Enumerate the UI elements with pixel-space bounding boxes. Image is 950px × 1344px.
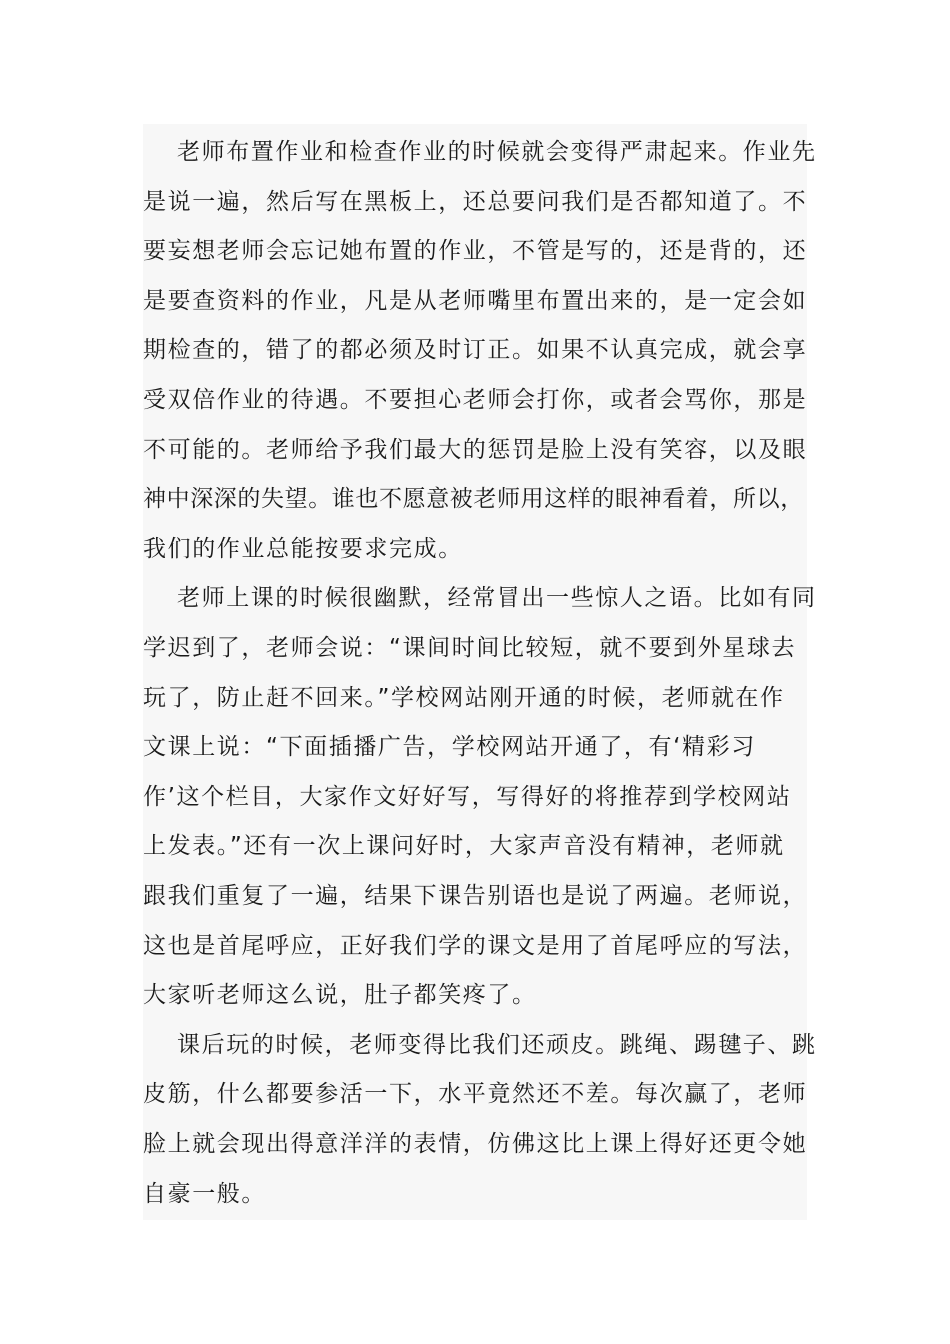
paragraph-1-line-6: 受双倍作业的待遇。不要担心老师会打你，或者会骂你，那是	[143, 387, 808, 413]
paragraph-2-line-9: 大家听老师这么说，肚子都笑疼了。	[143, 982, 537, 1009]
paragraph-2-line-3: 玩了，防止赶不回来。”学校网站刚开通的时候，老师就在作	[143, 684, 785, 711]
paragraph-1-line-8: 神中深深的失望。谁也不愿意被老师用这样的眼神看着，所以，	[143, 486, 804, 513]
paragraph-2-line-6: 上发表。”还有一次上课问好时，大家声音没有精神，老师就	[143, 833, 785, 860]
paragraph-3-line-2: 皮筋，什么都要参活一下，水平竟然还不差。每次赢了，老师	[143, 1081, 808, 1108]
paragraph-1-line-9: 我们的作业总能按要求完成。	[143, 535, 463, 562]
paragraph-2-line-1: 老师上课的时候很幽默，经常冒出一些惊人之语。比如有同	[177, 585, 817, 612]
paragraph-3-line-4: 自豪一般。	[143, 1180, 266, 1207]
paragraph-2-line-2: 学迟到了，老师会说：“课间时间比较短，就不要到外星球去	[143, 635, 797, 661]
paragraph-2-line-5: 作’这个栏目，大家作文好好写，写得好的将推荐到学校网站	[143, 783, 792, 810]
paragraph-1-line-2: 是说一遍，然后写在黑板上，还总要问我们是否都知道了。不	[143, 188, 808, 215]
paragraph-3-line-3: 脸上就会现出得意洋洋的表情，仿佛这比上课上得好还更令她	[143, 1131, 808, 1157]
paragraph-1-line-7: 不可能的。老师给予我们最大的惩罚是脸上没有笑容，以及眼	[143, 436, 808, 463]
paragraph-3-line-1: 课后玩的时候，老师变得比我们还顽皮。跳绳、踢毽子、跳	[177, 1031, 817, 1058]
paragraph-1-line-5: 期检查的，错了的都必须及时订正。如果不认真完成，就会享	[143, 337, 808, 364]
paragraph-1-line-1: 老师布置作业和检查作业的时候就会变得严肃起来。作业先	[177, 139, 817, 165]
paragraph-2-line-4: 文课上说：“下面插播广告，学校网站开通了，有‘精彩习	[143, 734, 756, 761]
text-block	[143, 124, 817, 1220]
paragraph-2-line-8: 这也是首尾呼应，正好我们学的课文是用了首尾呼应的写法，	[143, 932, 808, 959]
paragraph-1-line-3: 要妄想老师会忘记她布置的作业，不管是写的，还是背的，还	[143, 238, 808, 265]
paragraph-2-line-7: 跟我们重复了一遍，结果下课告别语也是说了两遍。老师说，	[143, 883, 808, 909]
paragraph-1-line-4: 是要查资料的作业，凡是从老师嘴里布置出来的，是一定会如	[143, 287, 808, 314]
